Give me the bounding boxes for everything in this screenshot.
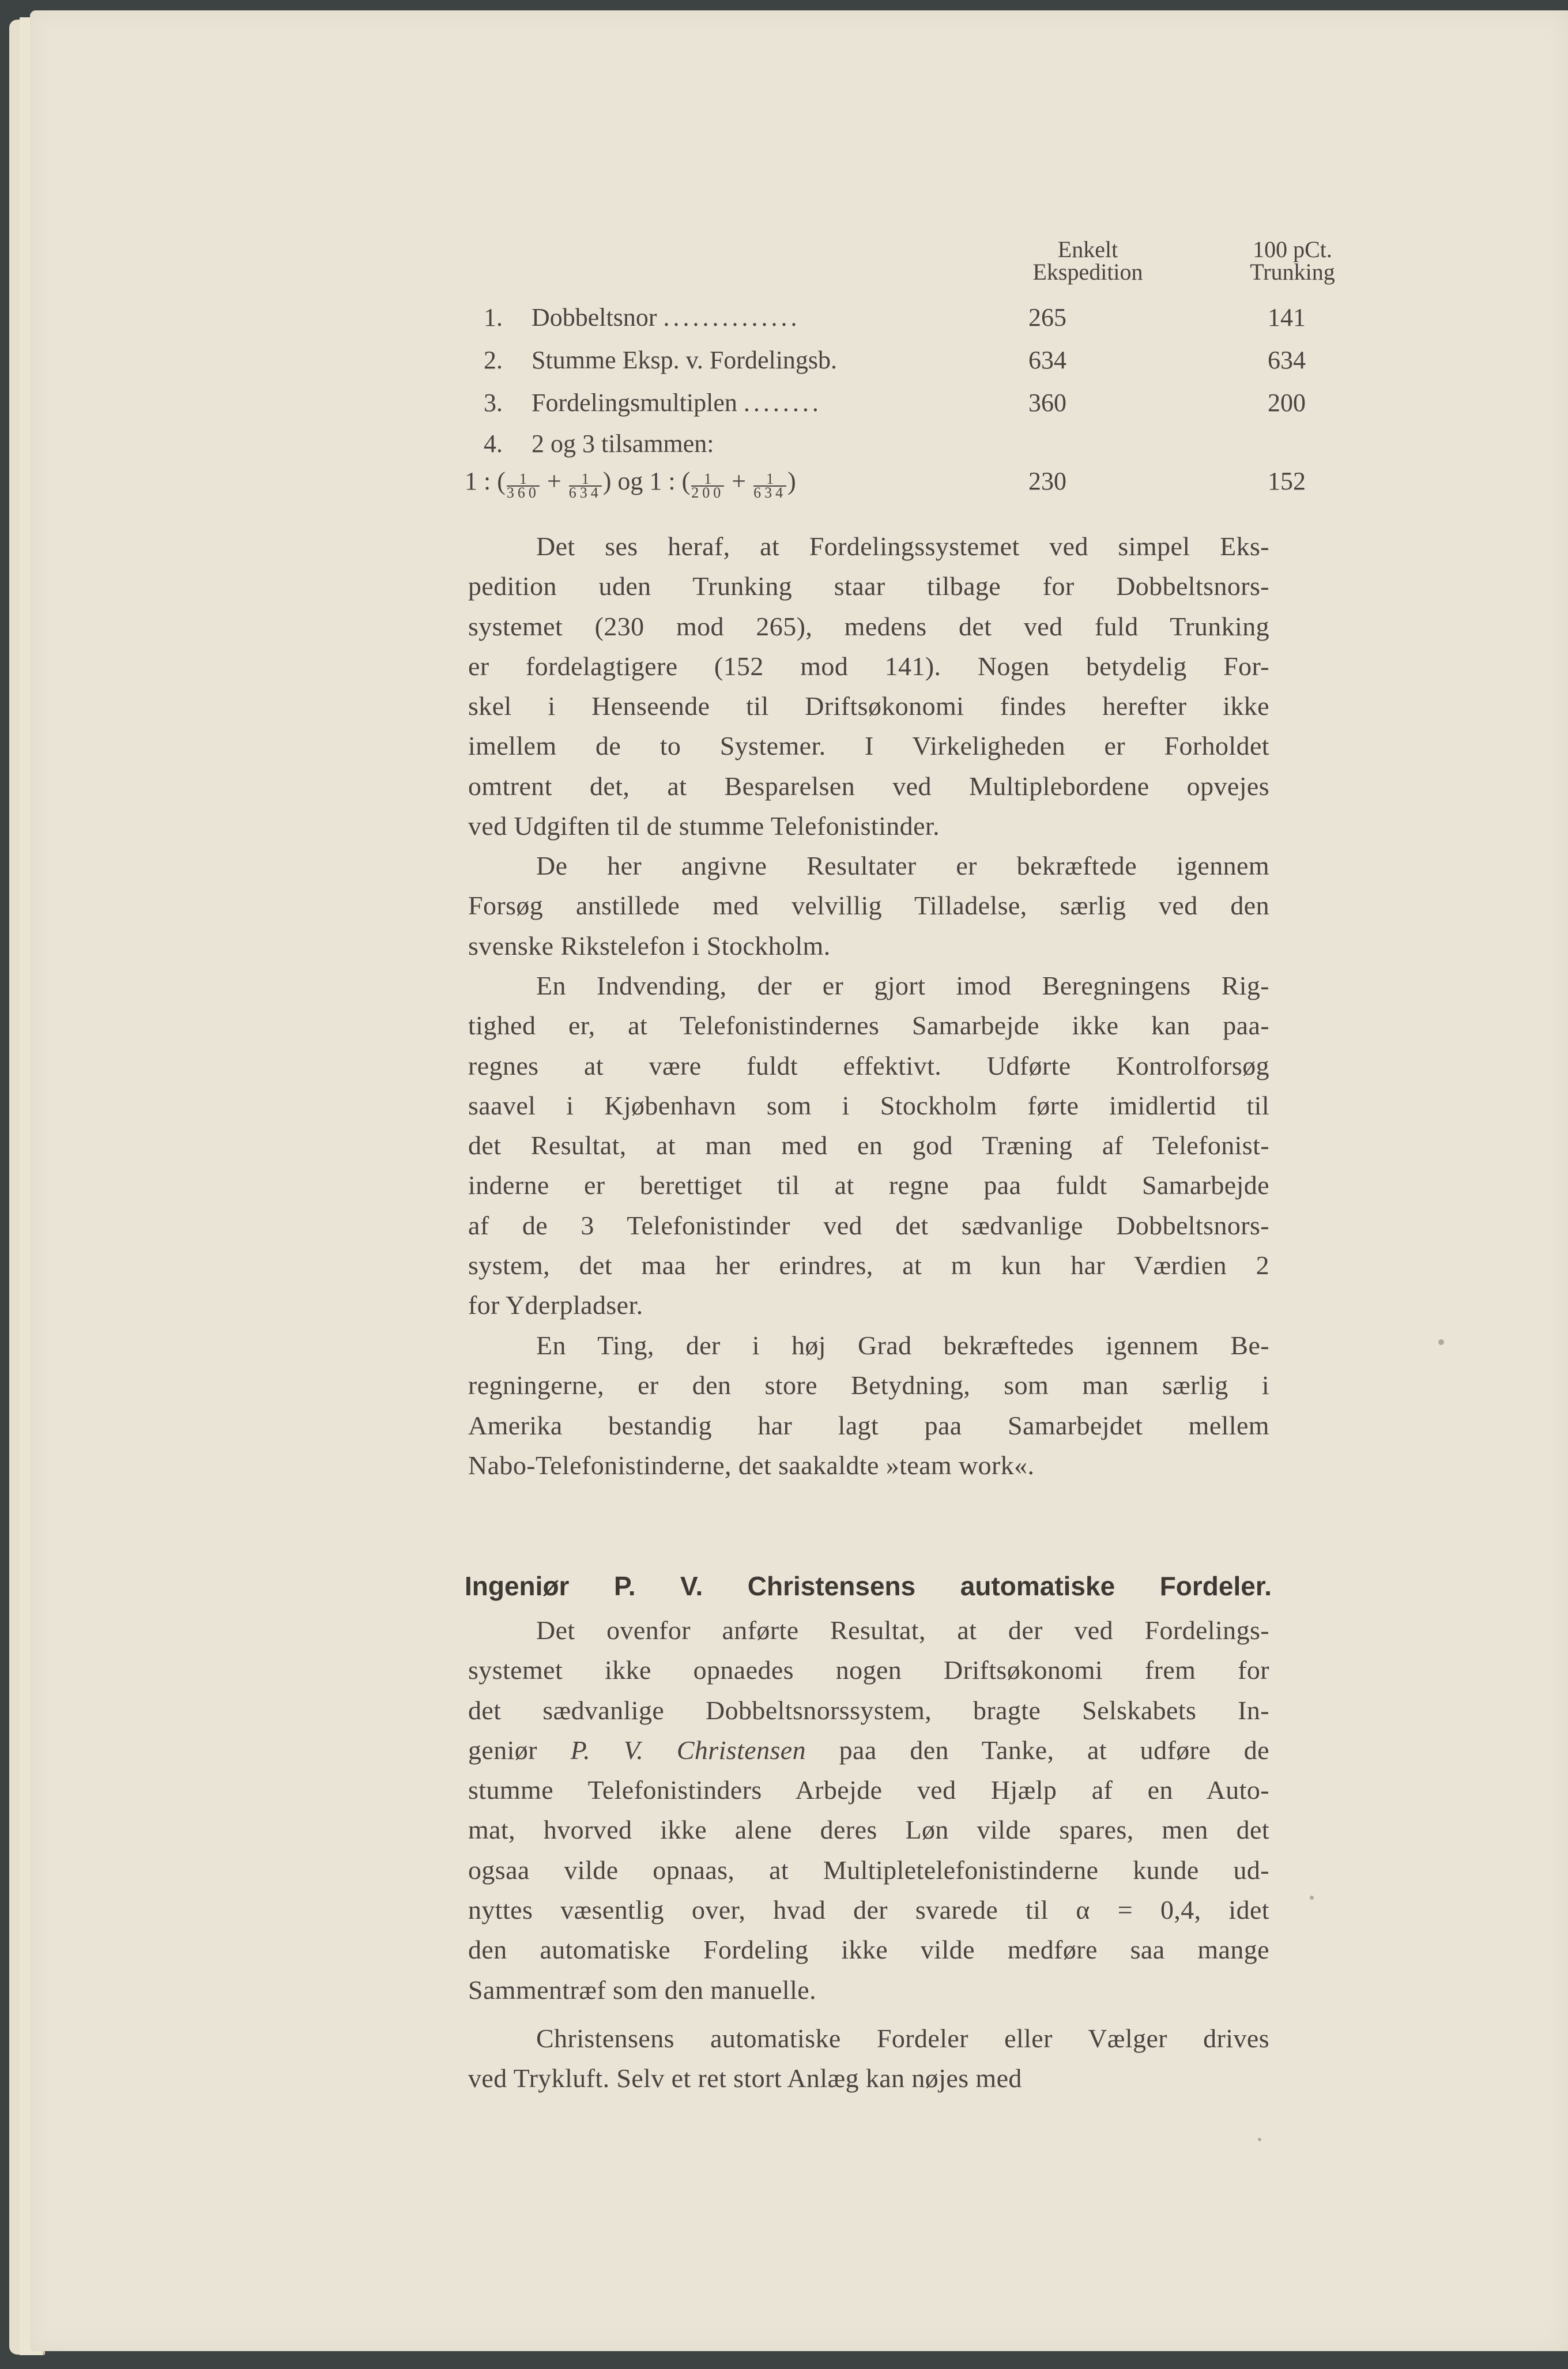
text-line: svenske Rikstelefon i Stockholm. (468, 931, 831, 961)
header-line: Trunking (1250, 259, 1335, 285)
text-line: stumme Telefonistinders Arbejde ved Hjælp af en Auto- (468, 1775, 1269, 1805)
text-line: den automatiske Fordeling ikke vilde medføre saa mange (468, 1935, 1269, 1965)
text-line: ogsaa vilde opnaas, at Multipletelefonistinderne kunde ud- (468, 1855, 1269, 1885)
fraction (506, 470, 540, 501)
text-line: systemet (230 mod 265), medens det ved fuld Trunking (468, 611, 1269, 641)
row-label: 2 og 3 tilsammen: (532, 430, 714, 458)
fraction (568, 470, 602, 501)
table-row (468, 303, 1306, 336)
text-line: for Yderpladser. (468, 1290, 643, 1320)
section-heading: Ingeniør P. V. Christensens automatiske Fordeler. (465, 1571, 1272, 1601)
plus-sign: + (546, 467, 561, 495)
text-line: Det ovenfor anførte Resultat, at der ved Fordelings- (536, 1615, 1269, 1645)
paragraph (468, 1610, 1269, 2010)
paragraph (468, 846, 1269, 966)
formula (465, 469, 796, 499)
value-trunking: 141 (1268, 303, 1306, 332)
value-enkelt: 265 (1028, 303, 1066, 332)
value-trunking: 200 (1268, 389, 1306, 417)
dot-leader: ........ (743, 389, 822, 417)
row-number: 3. (484, 389, 503, 417)
paper-speck (1310, 1896, 1314, 1900)
dot-leader: .............. (663, 303, 801, 332)
row-number: 4. (484, 430, 503, 458)
text-line: Nabo-Telefonistinderne, det saakaldte »team work«. (468, 1450, 1035, 1480)
paper-speck (1438, 1339, 1444, 1345)
table-row-formula (465, 467, 1306, 501)
paragraph (468, 2018, 1269, 2099)
plus-sign: + (732, 467, 747, 495)
text-line: er fordelagtigere (152 mod 141). Nogen betydelig For- (468, 651, 1269, 681)
text-line: skel i Henseende til Driftsøkonomi findes herefter ikke (468, 691, 1269, 721)
row-label (532, 390, 822, 416)
text-line: det Resultat, at man med en god Træning af Telefonist- (468, 1131, 1269, 1161)
numerator: 1 (569, 473, 602, 487)
numerator: 1 (507, 473, 540, 487)
row-label (532, 305, 801, 330)
denominator: 200 (691, 484, 725, 501)
denominator: 634 (568, 484, 602, 501)
text-line: ved Udgiften til de stumme Telefonistinder. (468, 811, 940, 841)
header-line: Ekspedition (1032, 259, 1143, 285)
text-line: inderne er berettiget til at regne paa fuldt Samarbejde (468, 1170, 1269, 1200)
text-line: nyttes væsentlig over, hvad der svarede til α = 0,4, idet (468, 1895, 1269, 1925)
value-enkelt: 230 (1028, 467, 1066, 495)
formula-text: 1 : ( (465, 467, 506, 495)
text-line: tighed er, at Telefonistindernes Samarbejde ikke kan paa- (468, 1011, 1269, 1041)
table-row (468, 389, 1306, 421)
text-line: En Ting, der i høj Grad bekræftedes igennem Be- (536, 1331, 1269, 1360)
text-line: mat, hvorved ikke alene deres Løn vilde spares, men det (468, 1815, 1269, 1845)
formula-text: ) og 1 : ( (602, 467, 691, 495)
paragraph (468, 1325, 1269, 1485)
value-trunking: 634 (1268, 346, 1306, 374)
text-line: Sammentræf som den manuelle. (468, 1975, 816, 2005)
text-line: system, det maa her erindres, at m kun har Værdien 2 (468, 1251, 1269, 1280)
text-line: Amerika bestandig har lagt paa Samarbejdet mellem (468, 1410, 1269, 1440)
text-line: saavel i Kjøbenhavn som i Stockholm førte imidlertid til (468, 1090, 1269, 1120)
table-row (468, 346, 1306, 379)
value-enkelt: 360 (1028, 389, 1066, 417)
text-line: af de 3 Telefonistinder ved det sædvanlige Dobbeltsnors- (468, 1210, 1269, 1240)
text-line: det sædvanlige Dobbeltsnorssystem, bragte Selskabets In- (468, 1695, 1269, 1725)
row-number: 2. (484, 346, 503, 374)
text-line: Forsøg anstillede med velvillig Tilladelse, særlig ved den (468, 891, 1269, 921)
row-number: 1. (484, 303, 503, 332)
text-line: regnes at være fuldt effektivt. Udførte Kontrolforsøg (468, 1050, 1269, 1080)
row-label-text: Dobbeltsnor (532, 303, 657, 332)
text-line: regningerne, er den store Betydning, som man særlig i (468, 1370, 1269, 1400)
denominator: 634 (753, 484, 787, 501)
italic-name: P. V. Christensen (570, 1735, 806, 1765)
numerator: 1 (691, 473, 724, 487)
text-line: geniør P. V. Christensen paa den Tanke, at udføre de (468, 1735, 1269, 1765)
table-row (468, 431, 1281, 462)
text-line: Det ses heraf, at Fordelingssystemet ved simpel Eks- (536, 532, 1269, 561)
value-trunking: 152 (1268, 467, 1306, 495)
paragraph (468, 526, 1269, 846)
fraction (691, 470, 725, 501)
header-line: Enkelt (1057, 236, 1118, 262)
text-line: pedition uden Trunking staar tilbage for Dobbeltsnors- (468, 571, 1269, 601)
text-line: En Indvending, der er gjort imod Beregningens Rig- (536, 971, 1269, 1000)
paper-speck (1258, 2138, 1261, 2141)
formula-text: ) (787, 467, 796, 495)
denominator: 360 (506, 484, 540, 501)
numerator: 1 (753, 473, 786, 487)
text-line: imellem de to Systemer. I Virkeligheden er Forholdet (468, 731, 1269, 761)
fraction (753, 470, 787, 501)
header-line: 100 pCt. (1253, 236, 1332, 262)
row-label-text: Fordelingsmultiplen (532, 389, 737, 417)
text-line: Christensens automatiske Fordeler eller Vælger drives (536, 2024, 1269, 2053)
column-header-trunking (1171, 238, 1414, 283)
text-line: ved Trykluft. Selv et ret stort Anlæg kan nøjes med (468, 2063, 1022, 2093)
text-line: omtrent det, at Besparelsen ved Multiplebordene opvejes (468, 771, 1269, 801)
row-label: Stumme Eksp. v. Fordelingsb. (532, 346, 838, 374)
text-line: De her angivne Resultater er bekræftede igennem (536, 851, 1269, 880)
text-line: systemet ikke opnaedes nogen Driftsøkonomi frem for (468, 1655, 1269, 1685)
document-page (30, 10, 1568, 2351)
value-enkelt: 634 (1028, 346, 1066, 374)
paragraph (468, 966, 1269, 1325)
